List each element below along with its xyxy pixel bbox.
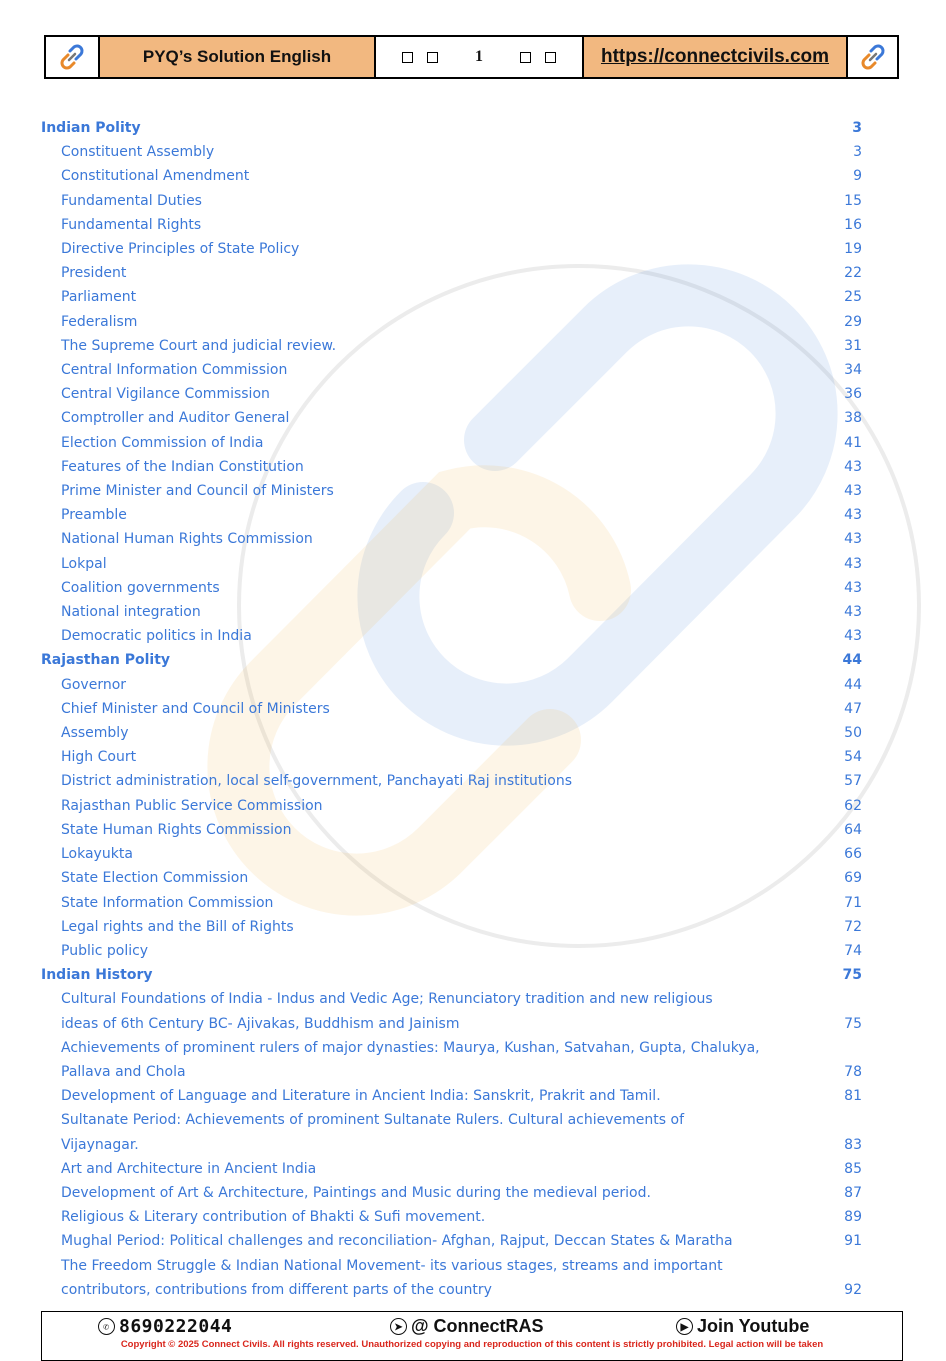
toc-entry[interactable] — [40, 1205, 862, 1229]
toc-entry-page: 43 — [844, 458, 862, 475]
toc-entry-page: 72 — [844, 918, 862, 935]
toc-entry-page: 15 — [844, 192, 862, 209]
toc-entry[interactable] — [40, 334, 862, 358]
toc-entry-title: Coalition governments — [61, 579, 220, 596]
toc-entry[interactable] — [40, 237, 862, 261]
toc-entry-title: Constitutional Amendment — [61, 168, 250, 185]
toc-entry-title: Art and Architecture in Ancient India — [61, 1160, 317, 1177]
toc-entry-page: 92 — [844, 1281, 862, 1298]
toc-entry[interactable] — [40, 818, 862, 842]
toc-entry-title: Development of Art & Architecture, Paintings and Music during the medieval period. — [61, 1184, 651, 1201]
toc-entry[interactable] — [40, 382, 862, 406]
footer-telegram[interactable] — [390, 1316, 544, 1337]
toc-entry-title: Indian Polity — [41, 120, 141, 136]
toc-entry-page: 16 — [844, 216, 862, 233]
toc-entry-page: 69 — [844, 870, 862, 887]
toc-entry-title: National integration — [61, 604, 201, 621]
toc-entry-title: Development of Language and Literature in Ancient India: Sanskrit, Prakrit and Tamil. — [61, 1088, 661, 1105]
toc-entry-page: 87 — [844, 1184, 862, 1201]
toc-entry-title: Fundamental Rights — [61, 216, 202, 233]
phone-number: 8690222044 — [119, 1316, 233, 1337]
toc-entry[interactable] — [40, 600, 862, 624]
toc-entry[interactable] — [40, 576, 862, 600]
toc-entry-title: Comptroller and Auditor General — [61, 410, 290, 427]
toc-section-entry[interactable] — [40, 963, 862, 987]
header-logo-right — [848, 37, 897, 77]
toc-entry-page: 31 — [844, 337, 862, 354]
toc-entry-page: 9 — [853, 168, 862, 185]
toc-entry-page: 38 — [844, 410, 862, 427]
toc-entry-title: Features of the Indian Constitution — [61, 458, 304, 475]
toc-entry[interactable] — [40, 745, 862, 769]
toc-entry-title: Legal rights and the Bill of Rights — [61, 918, 294, 935]
toc-section-entry[interactable] — [40, 648, 862, 672]
toc-entry[interactable] — [40, 1278, 862, 1302]
toc-entry-page: 43 — [844, 579, 862, 596]
toc-entry[interactable] — [40, 1157, 862, 1181]
toc-entry-title: Central Vigilance Commission — [61, 386, 270, 403]
telegram-handle: @ ConnectRAS — [411, 1316, 544, 1336]
toc-entry[interactable] — [40, 1229, 862, 1253]
toc-entry-title: contributors, contributions from different parts of the country — [61, 1281, 492, 1298]
toc-entry-page: 85 — [844, 1160, 862, 1177]
toc-entry-page: 57 — [844, 773, 862, 790]
toc-entry[interactable] — [40, 891, 862, 915]
toc-entry-title: State Election Commission — [61, 870, 249, 887]
toc-entry-page: 50 — [844, 725, 862, 742]
toc-entry[interactable] — [40, 1012, 862, 1036]
chain-link-icon — [57, 42, 87, 72]
copyright-notice: Copyright © 2025 Connect Civils. All rights reserved. Unauthorized copying and reproduction of this content is strictly prohibited. Legal action will be taken — [120, 1339, 824, 1350]
toc-entry-page: 89 — [844, 1209, 862, 1226]
footer-phone[interactable] — [98, 1316, 232, 1337]
header-logo-left — [46, 37, 100, 77]
toc-entry[interactable] — [40, 794, 862, 818]
toc-entry[interactable] — [40, 261, 862, 285]
youtube-label: Join Youtube — [697, 1316, 810, 1336]
toc-entry-title: Rajasthan Public Service Commission — [61, 797, 323, 814]
toc-entry-title: Religious & Literary contribution of Bhakti & Sufi movement. — [61, 1209, 486, 1226]
square-icon — [545, 52, 556, 63]
toc-entry-title: Cultural Foundations of India - Indus and Vedic Age; Renunciatory tradition and new religious — [61, 991, 713, 1008]
toc-entry[interactable] — [40, 1084, 862, 1108]
toc-entry[interactable] — [40, 285, 862, 309]
toc-entry-page: 43 — [844, 531, 862, 548]
toc-entry-title: ideas of 6th Century BC- Ajivakas, Buddhism and Jainism — [61, 1015, 460, 1032]
toc-entry-title: Lokpal — [61, 555, 107, 572]
toc-entry-title: Pallava and Chola — [61, 1063, 186, 1080]
toc-entry-title: The Supreme Court and judicial review. — [61, 337, 337, 354]
page-number: 1 — [475, 48, 483, 65]
toc-entry[interactable] — [40, 479, 862, 503]
toc-entry-page: 43 — [844, 604, 862, 621]
toc-entry-page: 47 — [844, 700, 862, 717]
toc-entry-title: Lokayukta — [61, 846, 133, 863]
youtube-icon: ▶ — [676, 1318, 693, 1335]
toc-entry-title: Prime Minister and Council of Ministers — [61, 483, 334, 500]
toc-entry[interactable] — [40, 406, 862, 430]
toc-entry-title: Parliament — [61, 289, 137, 306]
toc-entry-page: 71 — [844, 894, 862, 911]
toc-entry-title: High Court — [61, 749, 137, 766]
toc-entry-title: State Information Commission — [61, 894, 274, 911]
toc-entry[interactable] — [40, 1254, 862, 1278]
toc-entry-title: Assembly — [61, 725, 129, 742]
footer-youtube[interactable] — [676, 1316, 809, 1337]
toc-entry-title: Fundamental Duties — [61, 192, 202, 209]
toc-entry-title: District administration, local self-government, Panchayati Raj institutions — [61, 773, 573, 790]
toc-entry-page: 81 — [844, 1088, 862, 1105]
toc-entry-title: Sultanate Period: Achievements of prominent Sultanate Rulers. Cultural achievements of Vijaynagar. — [61, 1112, 684, 1153]
toc-entry-page: 41 — [844, 434, 862, 451]
toc-entry[interactable] — [40, 455, 862, 479]
toc-entry-title: Democratic politics in India — [61, 628, 252, 645]
toc-entry-title: Election Commission of India — [61, 434, 264, 451]
toc-entry-page: 36 — [844, 386, 862, 403]
square-icon — [427, 52, 438, 63]
toc-entry[interactable] — [40, 673, 862, 697]
toc-entry-page: 34 — [844, 362, 862, 379]
toc-entry[interactable] — [40, 939, 862, 963]
toc-entry[interactable] — [40, 164, 862, 188]
toc-entry-page: 19 — [844, 241, 862, 258]
toc-entry[interactable] — [40, 697, 862, 721]
toc-entry[interactable] — [40, 987, 862, 1011]
toc-entry[interactable] — [40, 721, 862, 745]
toc-entry[interactable] — [40, 140, 862, 164]
toc-entry[interactable] — [40, 358, 862, 382]
toc-entry-title: The Freedom Struggle & Indian National Movement- its various stages, streams and important — [61, 1257, 723, 1274]
toc-entry[interactable] — [40, 1060, 862, 1084]
toc-entry[interactable] — [40, 624, 862, 648]
toc-entry[interactable] — [40, 1181, 862, 1205]
square-icon — [520, 52, 531, 63]
toc-section-entry[interactable] — [40, 116, 862, 140]
page-header — [44, 35, 899, 79]
toc-entry-title: President — [61, 265, 127, 282]
toc-entry-title: Preamble — [61, 507, 127, 524]
toc-entry-page: 78 — [844, 1063, 862, 1080]
toc-entry[interactable] — [40, 915, 862, 939]
toc-entry[interactable] — [40, 866, 862, 890]
toc-entry-title: State Human Rights Commission — [61, 821, 292, 838]
toc-entry-page: 83 — [844, 1136, 862, 1153]
toc-entry-page: 91 — [844, 1233, 862, 1250]
page-footer — [41, 1311, 903, 1361]
toc-entry-page: 44 — [844, 676, 862, 693]
toc-entry-title: Directive Principles of State Policy — [61, 241, 300, 258]
toc-entry[interactable] — [40, 1108, 862, 1156]
toc-entry-page: 74 — [844, 942, 862, 959]
toc-entry[interactable] — [40, 527, 862, 551]
telegram-icon: ➤ — [390, 1318, 407, 1335]
toc-entry[interactable] — [40, 552, 862, 576]
toc-entry-page: 75 — [844, 1015, 862, 1032]
toc-entry-page: 43 — [844, 507, 862, 524]
toc-entry-page: 43 — [844, 555, 862, 572]
toc-entry-title: Federalism — [61, 313, 138, 330]
toc-entry-page: 25 — [844, 289, 862, 306]
toc-entry-page: 66 — [844, 846, 862, 863]
toc-entry-title: Public policy — [61, 942, 149, 959]
toc-entry[interactable] — [40, 1036, 862, 1060]
toc-entry-title: Central Information Commission — [61, 362, 288, 379]
header-title: PYQ’s Solution English — [100, 37, 376, 77]
toc-entry-title: Rajasthan Polity — [41, 652, 171, 669]
toc-entry[interactable] — [40, 310, 862, 334]
toc-entry-page: 64 — [844, 821, 862, 838]
toc-entry[interactable] — [40, 503, 862, 527]
toc-entry-title: Governor — [61, 676, 127, 693]
toc-entry[interactable] — [40, 213, 862, 237]
toc-entry-page: 22 — [844, 265, 862, 282]
header-url-cell — [584, 37, 848, 77]
toc-entry-title: Indian History — [41, 967, 153, 984]
phone-icon: ✆ — [98, 1318, 115, 1335]
table-of-contents — [40, 116, 862, 1302]
square-icon — [402, 52, 413, 63]
toc-entry-page: 3 — [852, 120, 862, 136]
toc-entry-title: Chief Minister and Council of Ministers — [61, 700, 330, 717]
toc-entry-page: 3 — [853, 144, 862, 161]
toc-entry-title: National Human Rights Commission — [61, 531, 313, 548]
toc-entry-page: 43 — [844, 628, 862, 645]
toc-entry-title: Constituent Assembly — [61, 144, 215, 161]
toc-entry[interactable] — [40, 769, 862, 793]
toc-entry[interactable] — [40, 431, 862, 455]
toc-entry-page: 43 — [844, 483, 862, 500]
toc-entry-title: Achievements of prominent rulers of major dynasties: Maurya, Kushan, Satvahan, Gupta, Chalukya, — [61, 1039, 760, 1056]
toc-entry-page: 62 — [844, 797, 862, 814]
toc-entry-title: Mughal Period: Political challenges and reconciliation- Afghan, Rajput, Deccan States & Maratha — [61, 1233, 733, 1250]
header-page-indicator — [376, 37, 584, 77]
toc-entry-page: 44 — [842, 652, 862, 669]
toc-entry[interactable] — [40, 842, 862, 866]
toc-entry-page: 75 — [842, 967, 862, 984]
website-link[interactable]: https://connectcivils.com — [600, 46, 830, 67]
toc-entry-page: 54 — [844, 749, 862, 766]
toc-entry-page: 29 — [844, 313, 862, 330]
chain-link-icon — [858, 42, 888, 72]
toc-entry[interactable] — [40, 189, 862, 213]
